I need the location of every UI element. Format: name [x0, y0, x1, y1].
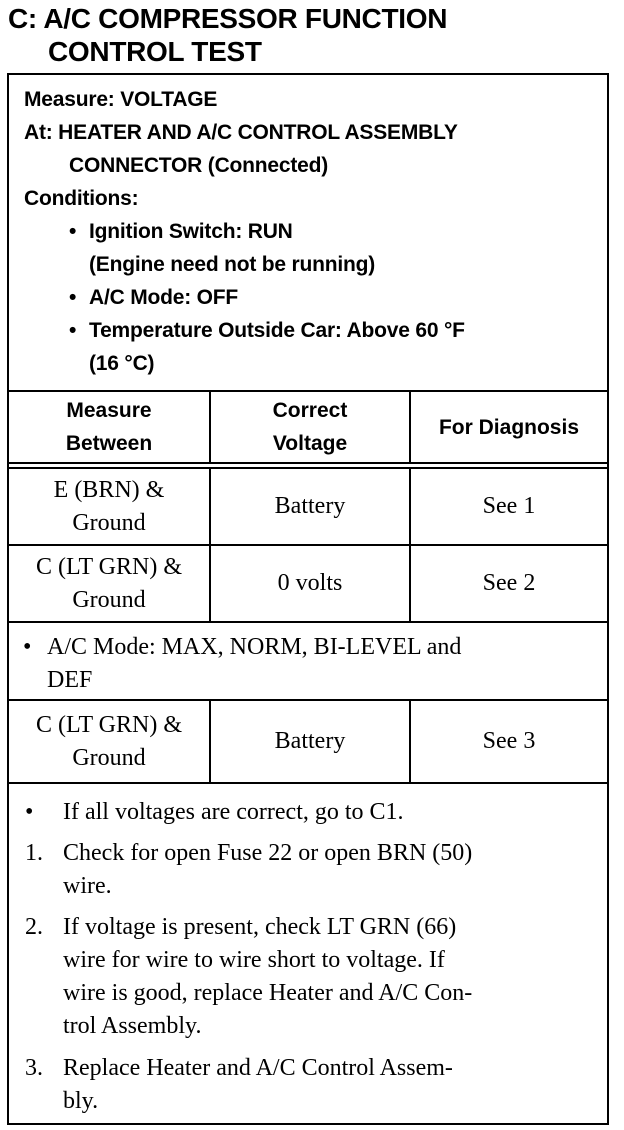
note-line: If all voltages are correct, go to C1. [63, 799, 404, 825]
cell-measure-between [9, 701, 209, 782]
table-header [9, 392, 607, 464]
cell-line: C (LT GRN) & [35, 553, 182, 580]
cell-diagnosis: See 3 [482, 728, 536, 754]
header-line: Between [65, 432, 153, 455]
conditions-label: Conditions: [24, 187, 139, 210]
note-line: trol Assembly. [63, 1013, 202, 1039]
condition-bullet: • [69, 319, 77, 342]
note-marker: 1. [25, 840, 43, 866]
measure-label: Measure: VOLTAGE [24, 88, 218, 111]
cell-measure-between [9, 469, 209, 544]
cell-line: C (LT GRN) & [35, 711, 182, 738]
header-correct-voltage [211, 392, 409, 462]
condition-ac-mode: A/C Mode: OFF [89, 286, 239, 309]
cell-correct-voltage: Battery [274, 493, 346, 519]
condition-bullet: • [69, 286, 77, 309]
note-line: wire. [63, 873, 112, 899]
page-title [8, 2, 618, 68]
condition-temperature-celsius: (16 °C) [89, 352, 155, 375]
cell-line: Ground [72, 509, 146, 536]
note-marker: 3. [25, 1055, 43, 1081]
note-line: bly. [63, 1088, 99, 1114]
header-line: For Diagnosis [438, 415, 580, 439]
table-condition-row [9, 623, 607, 701]
table-row [9, 469, 607, 546]
at-line-1: At: HEATER AND A/C CONTROL ASSEMBLY [24, 121, 458, 144]
cell-correct-voltage: 0 volts [277, 570, 343, 596]
header-line: Correct [272, 399, 348, 422]
at-line-2: CONNECTOR (Connected) [69, 154, 329, 177]
header-measure-between [9, 392, 209, 462]
cell-line: Ground [72, 744, 146, 771]
cell-measure-between [9, 546, 209, 621]
header-for-diagnosis [411, 392, 607, 462]
note-line: wire is good, replace Heater and A/C Con- [63, 980, 473, 1006]
table-row [9, 546, 607, 623]
condition-bullet: • [69, 220, 77, 243]
condition-ac-mode-line-2: DEF [47, 667, 93, 693]
cell-diagnosis: See 2 [482, 570, 536, 596]
note-line: Check for open Fuse 22 or open BRN (50) [63, 840, 473, 866]
title-line-1: C: A/C COMPRESSOR FUNCTION [8, 3, 448, 34]
note-line: If voltage is present, check LT GRN (66) [63, 914, 457, 940]
note-line: wire for wire to wire short to voltage. If [63, 947, 445, 973]
condition-temperature: Temperature Outside Car: Above 60 °F [89, 319, 465, 342]
measurement-conditions [9, 75, 607, 392]
note-line: Replace Heater and A/C Control Assem- [63, 1055, 453, 1081]
test-box [7, 73, 609, 1125]
condition-ignition: Ignition Switch: RUN [89, 220, 293, 243]
title-line-2: CONTROL TEST [48, 36, 262, 67]
condition-ac-mode-line-1: A/C Mode: MAX, NORM, BI-LEVEL and [47, 634, 462, 660]
note-marker: • [25, 799, 34, 825]
cell-line: Ground [72, 586, 146, 613]
condition-bullet: • [23, 634, 32, 660]
cell-diagnosis: See 1 [482, 493, 536, 519]
note-marker: 2. [25, 914, 43, 940]
header-line: Voltage [272, 432, 348, 455]
header-line: Measure [66, 399, 152, 422]
condition-ignition-note: (Engine need not be running) [89, 253, 376, 276]
cell-correct-voltage: Battery [274, 728, 346, 754]
cell-line: E (BRN) & [53, 476, 165, 503]
table-row [9, 701, 607, 784]
